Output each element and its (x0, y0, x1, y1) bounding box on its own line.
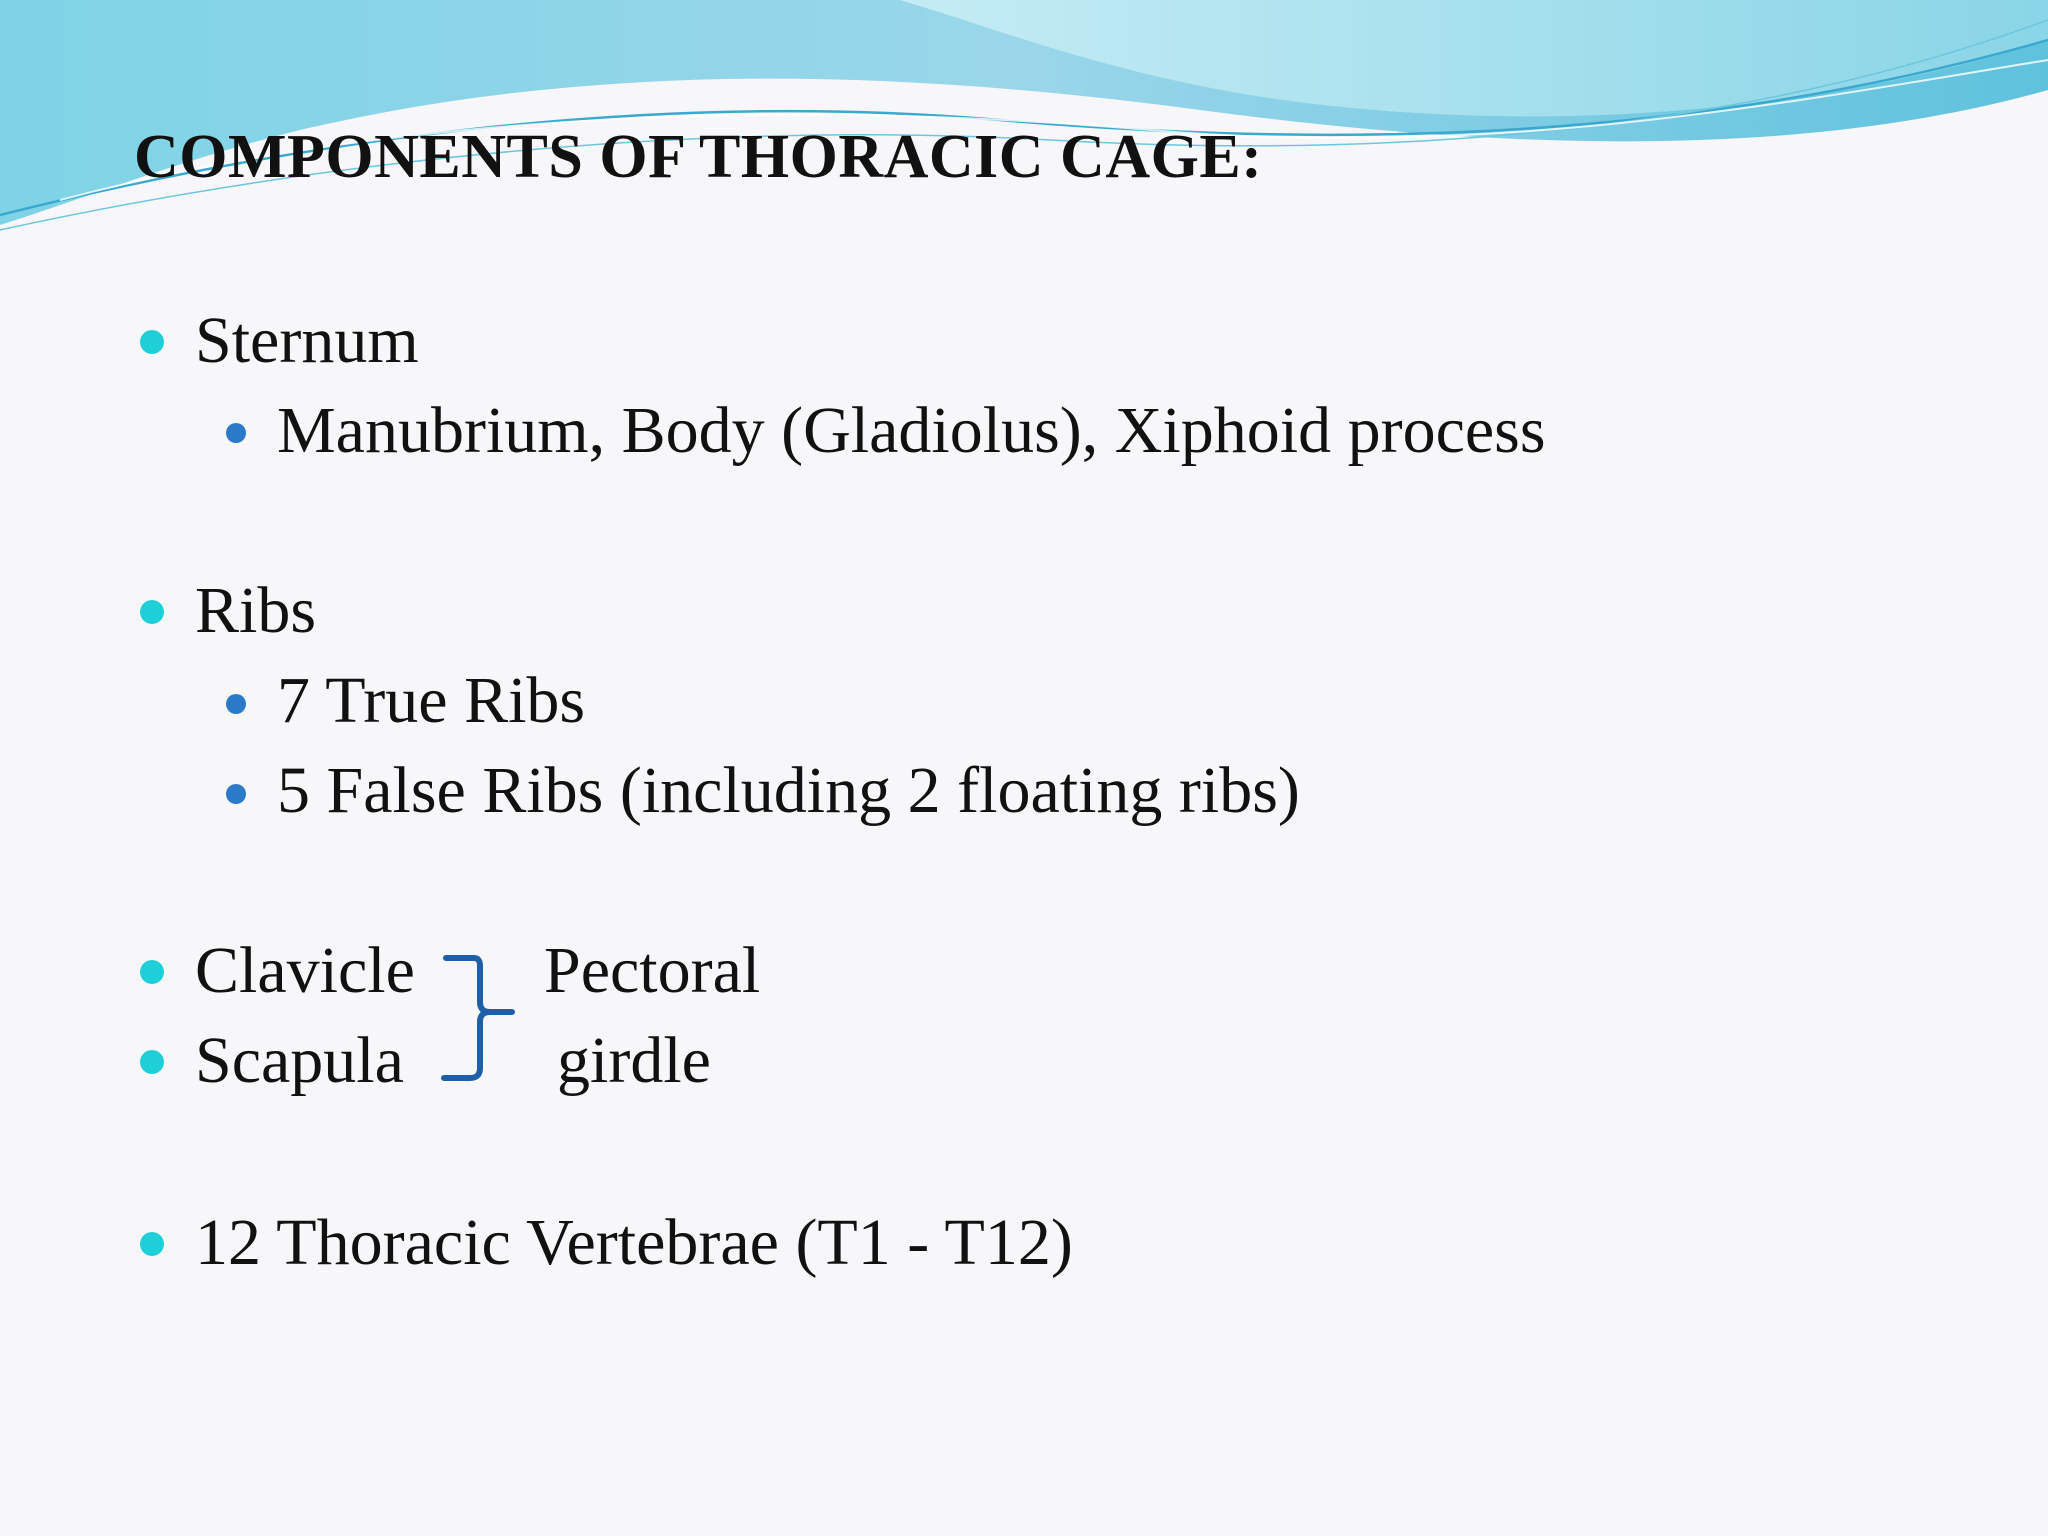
slide-title: COMPONENTS OF THORACIC CAGE: (134, 123, 1263, 191)
list-item-sternum: Sternum (195, 304, 419, 377)
bullet-icon (140, 330, 164, 354)
sub-item-true-ribs: 7 True Ribs (277, 664, 586, 737)
list-item-ribs: Ribs (195, 574, 317, 647)
bullet-icon (140, 600, 164, 624)
sub-bullet-icon (226, 784, 246, 804)
header-wave-decoration (0, 0, 2048, 240)
bullet-icon (140, 1232, 164, 1256)
list-item-clavicle: Clavicle (195, 934, 415, 1007)
sub-item-sternum-parts: Manubrium, Body (Gladiolus), Xiphoid process (277, 394, 1546, 467)
list-item-vertebrae: 12 Thoracic Vertebrae (T1 - T12) (195, 1206, 1073, 1279)
group-label-pectoral: Pectoral (544, 934, 761, 1007)
bullet-icon (140, 960, 164, 984)
bullet-icon (140, 1050, 164, 1074)
list-item-scapula: Scapula (195, 1024, 404, 1097)
sub-bullet-icon (226, 694, 246, 714)
group-label-girdle: girdle (557, 1024, 711, 1097)
sub-item-false-ribs: 5 False Ribs (including 2 floating ribs) (277, 754, 1300, 827)
sub-bullet-icon (226, 423, 246, 443)
right-brace-icon (440, 950, 520, 1085)
